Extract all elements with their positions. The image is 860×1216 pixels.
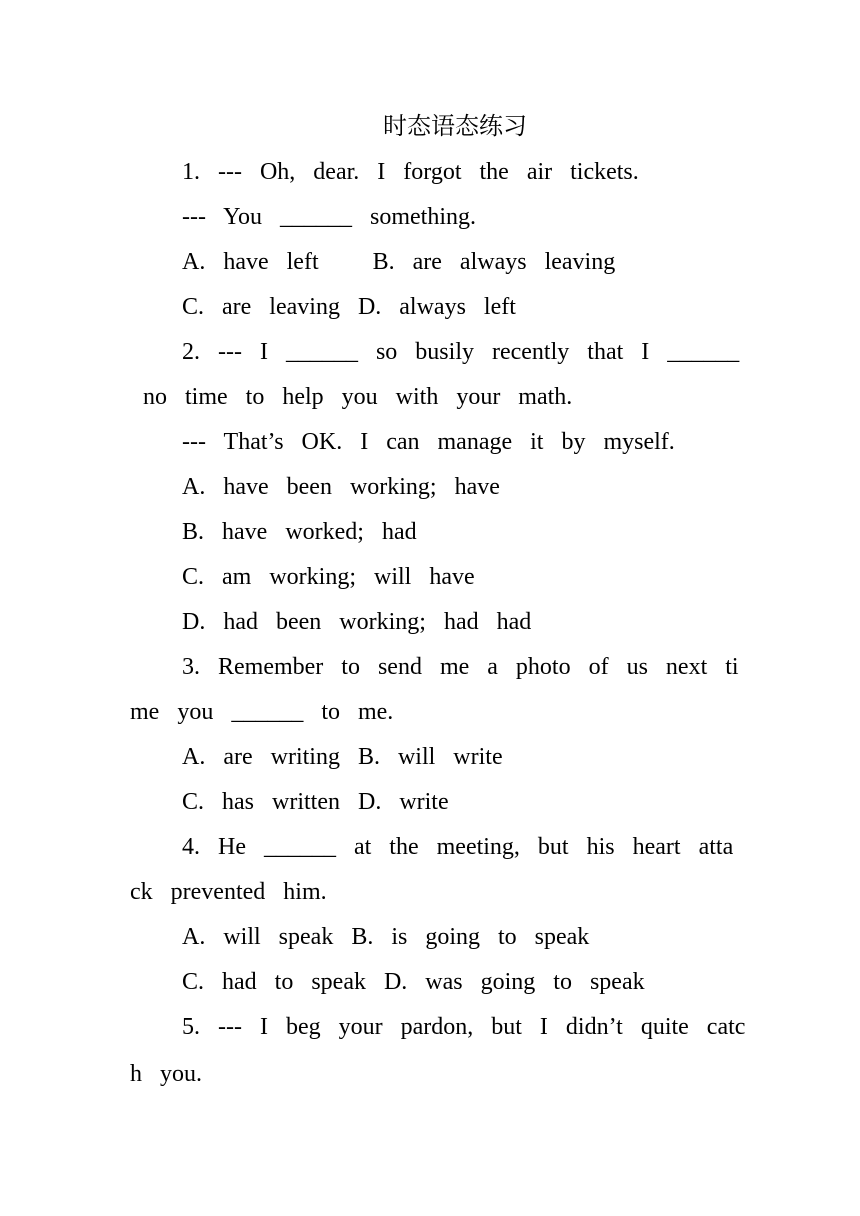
q2-option-a: A. have been working; have: [182, 474, 500, 500]
q2-prompt: 2. --- I ______ so busily recently that I ______: [182, 339, 740, 365]
q2-option-d: D. had been working; had had: [182, 609, 532, 635]
q2-prompt-continued: no time to help you with your math.: [143, 384, 573, 410]
q4-prompt-continued: ck prevented him.: [130, 879, 327, 905]
q1-reply: --- You ______ something.: [182, 204, 477, 230]
q2-option-b: B. have worked; had: [182, 519, 417, 545]
q1-options-cd: C. are leaving D. always left: [182, 294, 516, 320]
q5-prompt-continued: h you.: [130, 1061, 202, 1087]
q2-reply: --- That’s OK. I can manage it by myself.: [182, 429, 675, 455]
document-title: 时态语态练习: [383, 112, 527, 140]
q1-prompt: 1. --- Oh, dear. I forgot the air tickets.: [182, 159, 639, 185]
q2-option-c: C. am working; will have: [182, 564, 475, 590]
q3-prompt: 3. Remember to send me a photo of us next ti: [182, 654, 739, 680]
q4-options-ab: A. will speak B. is going to speak: [182, 924, 590, 950]
q3-options-ab: A. are writing B. will write: [182, 744, 503, 770]
q3-prompt-continued: me you ______ to me.: [130, 699, 394, 725]
q4-options-cd: C. had to speak D. was going to speak: [182, 969, 645, 995]
q4-prompt: 4. He ______ at the meeting, but his heart atta: [182, 834, 734, 860]
q5-prompt: 5. --- I beg your pardon, but I didn’t quite catc: [182, 1014, 746, 1040]
q3-options-cd: C. has written D. write: [182, 789, 449, 815]
q1-options-ab: A. have left B. are always leaving: [182, 249, 616, 275]
